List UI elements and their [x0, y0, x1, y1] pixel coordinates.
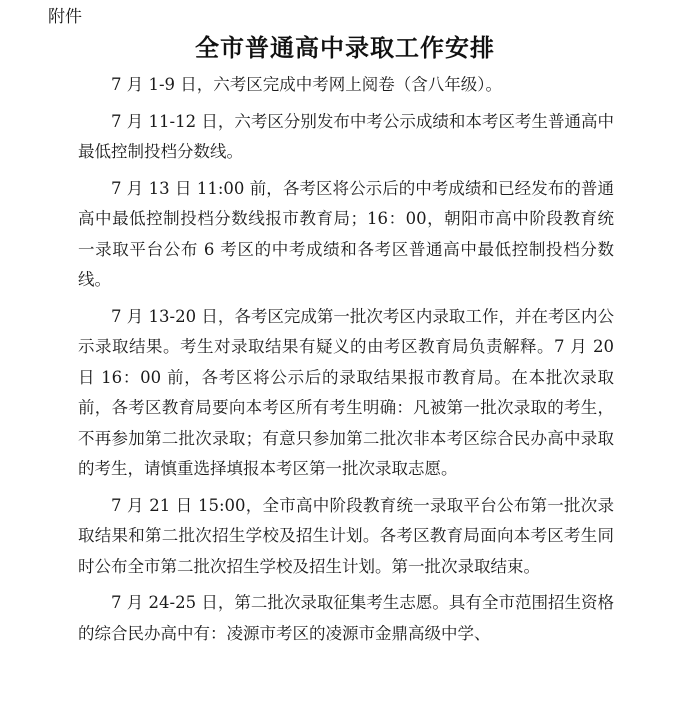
paragraph-5: 7 月 21 日 15:00，全市高中阶段教育统一录取平台公布第一批次录取结果和第二批次招生学校及招生计划。各考区教育局面向本考区考生同时公布全市第二批次招生学校及招生计划。第一批次录取结束。 — [78, 495, 614, 576]
paragraph-3: 7 月 13 日 11:00 前，各考区将公示后的中考成绩和已经发布的普通高中最低控制投档分数线报市教育局；16：00，朝阳市高中阶段教育统一录取平台公布 6 考区的中考成绩和各考区普通高中最低控制投档分数线。 — [78, 178, 614, 289]
document-title: 全市普通高中录取工作安排 — [195, 34, 495, 62]
attachment-label: 附件 — [48, 7, 82, 27]
paragraph-4: 7 月 13-20 日，各考区完成第一批次考区内录取工作，并在考区内公示录取结果。考生对录取结果有疑义的由考区教育局负责解释。7 月 20 日 16：00 前，各考区将公示后的录取结果报市教育局。在本批次录取前，各考区教育局要向本考区所有考生明确：凡被第一批次录取的考生，不再参加第二批次录取；有意只参加第二批次非本考区综合民办高中录取的考生，请慎重选择填报本考区第一批次录取志愿。 — [78, 306, 614, 478]
document-body — [78, 70, 614, 655]
paragraph-2: 7 月 11-12 日，六考区分别发布中考公示成绩和本考区考生普通高中最低控制投档分数线。 — [78, 111, 614, 161]
paragraph-6: 7 月 24-25 日，第二批次录取征集考生志愿。具有全市范围招生资格的综合民办高中有：凌源市考区的凌源市金鼎高级中学、 — [78, 593, 614, 643]
paragraph-1: 7 月 1-9 日，六考区完成中考网上阅卷（含八年级）。 — [111, 75, 503, 94]
